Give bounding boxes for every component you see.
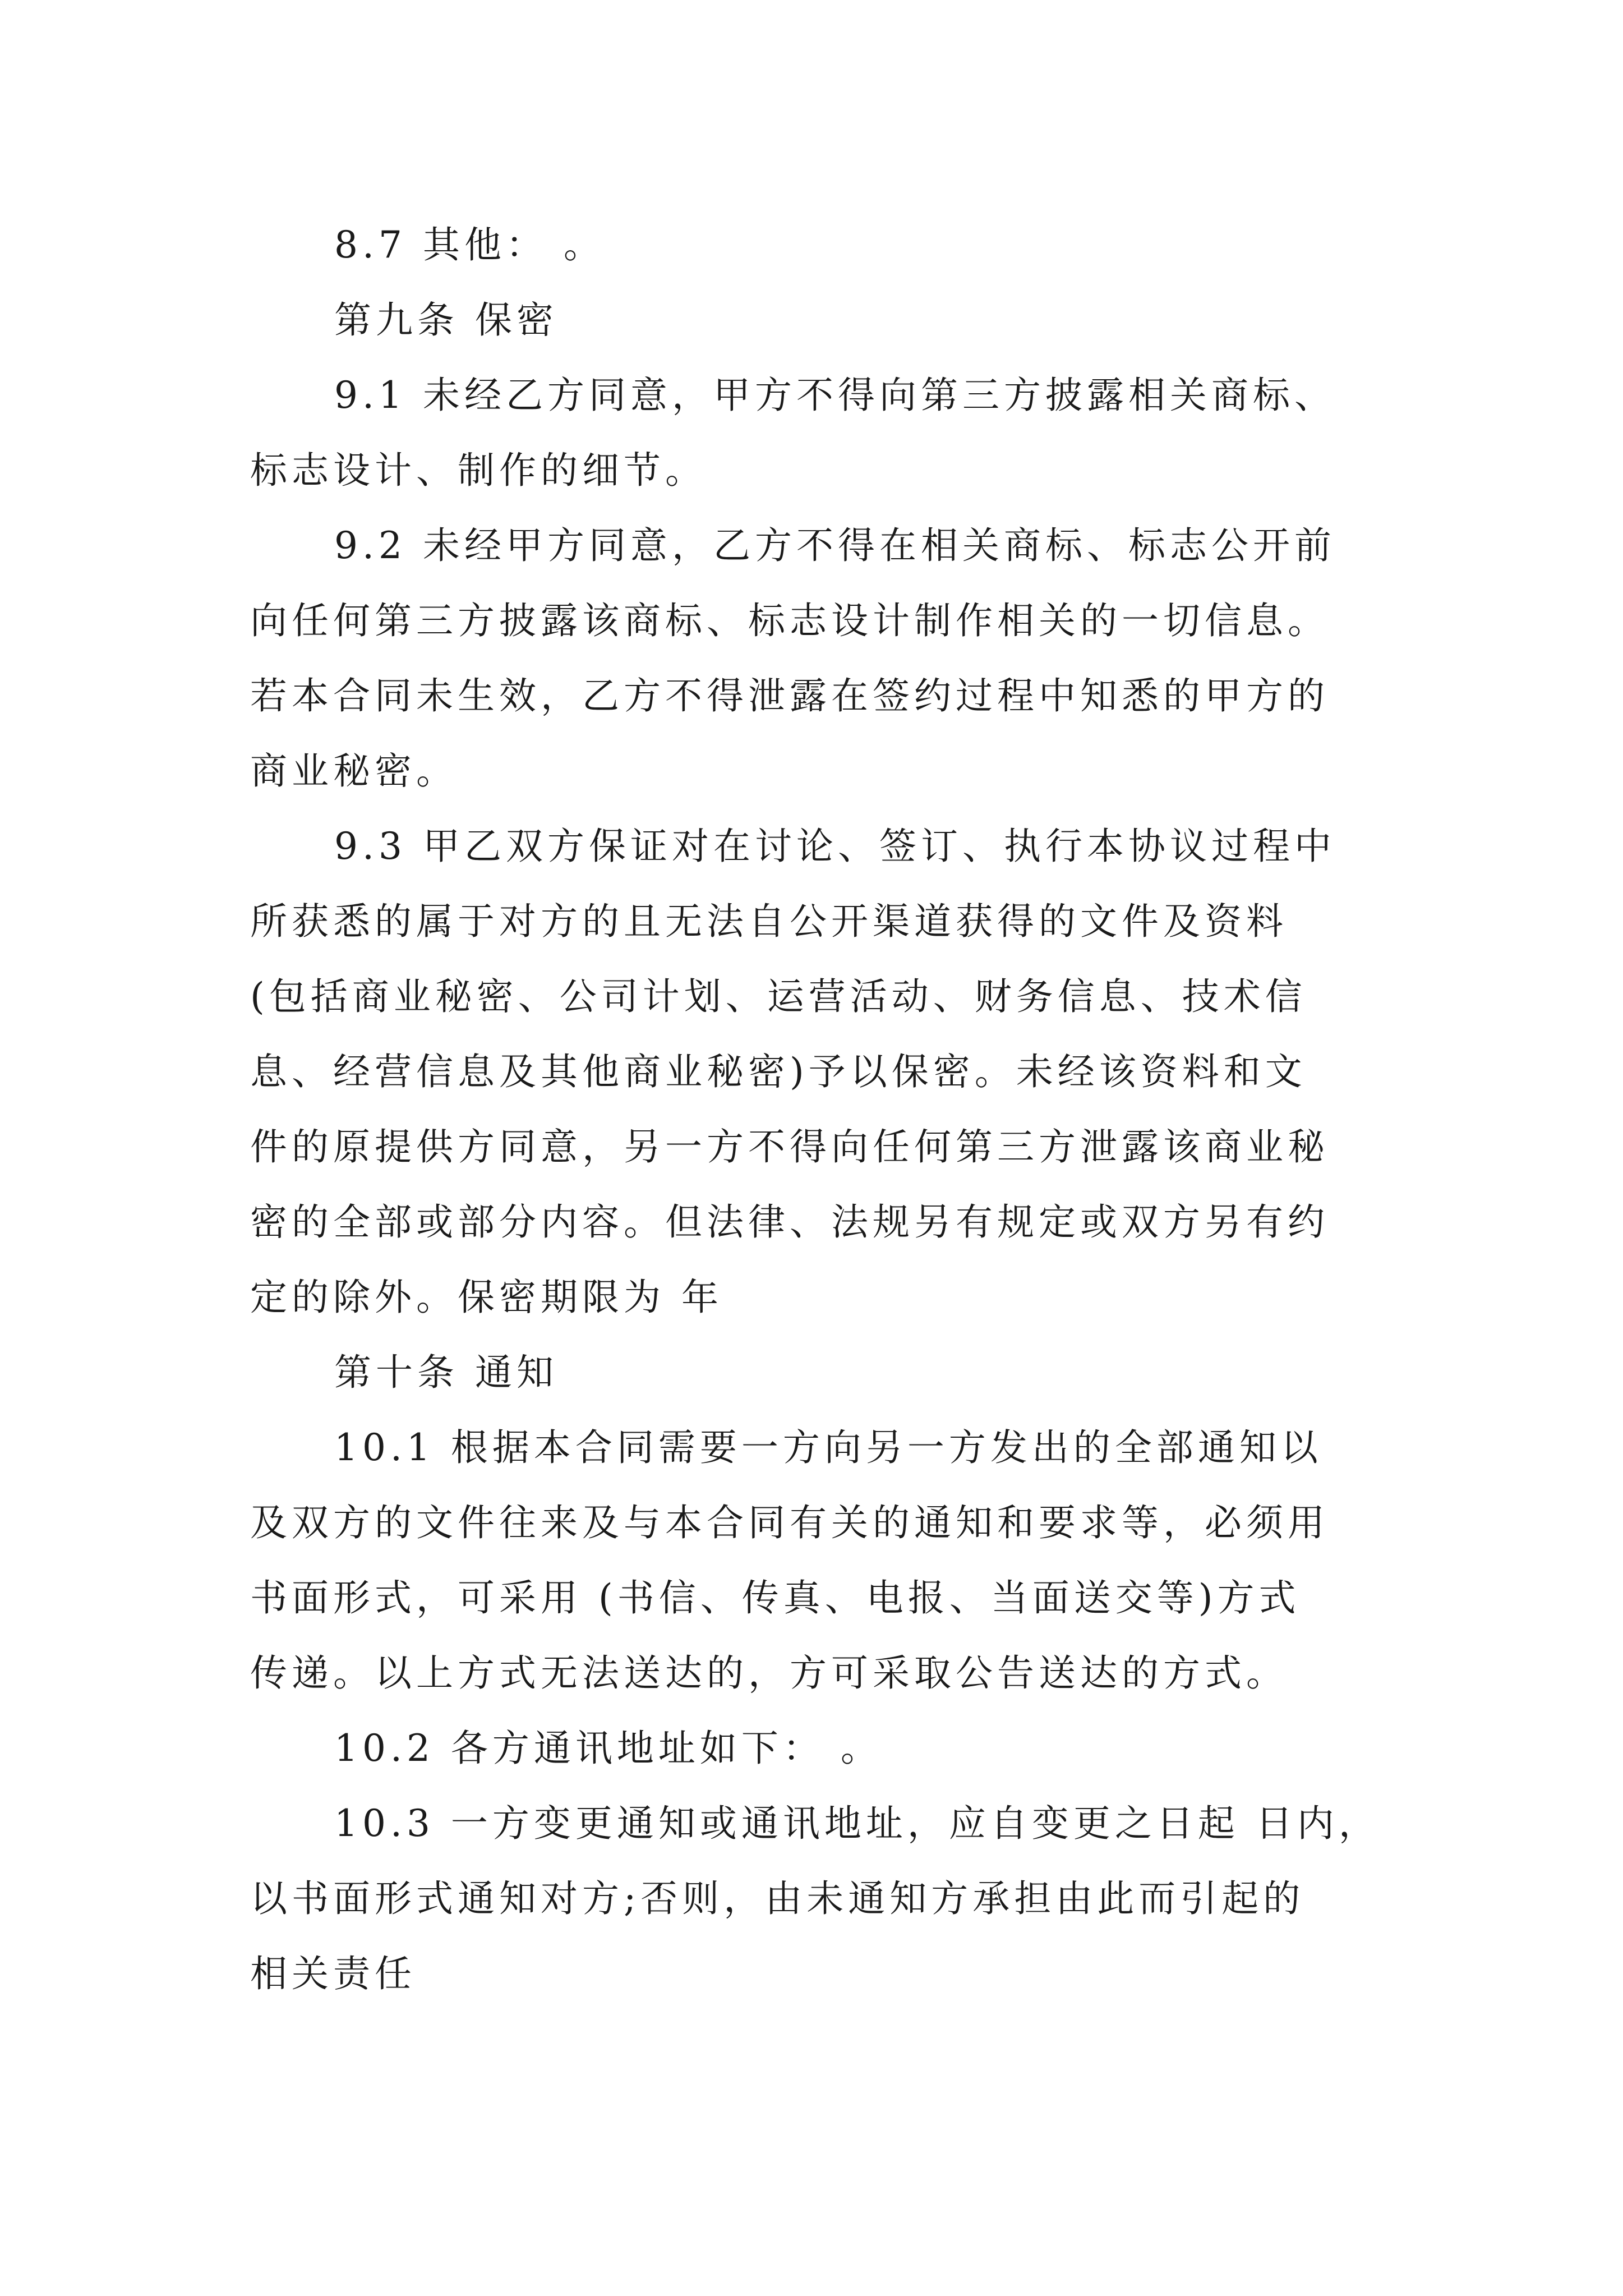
text-line: 10.1 根据本合同需要一方向另一方发出的全部通知以	[334, 1426, 1322, 1469]
text-line: 所获悉的属于对方的且无法自公开渠道获得的文件及资料	[250, 900, 1288, 943]
text-line: 9.3 甲乙双方保证对在讨论、签订、执行本协议过程中	[334, 825, 1336, 868]
text-line: 标志设计、制作的细节。	[250, 449, 707, 492]
text-line: 相关责任	[250, 1952, 416, 1995]
text-line: 商业秘密。	[250, 749, 458, 793]
text-line: 息、经营信息及其他商业秘密)予以保密。未经该资料和文	[250, 1050, 1307, 1093]
text-line: 向任何第三方披露该商标、标志设计制作相关的一切信息。	[250, 599, 1329, 642]
section-heading: 第九条 保密	[334, 298, 558, 342]
text-line: 及双方的文件往来及与本合同有关的通知和要求等，必须用	[250, 1501, 1329, 1544]
text-line: 密的全部或部分内容。但法律、法规另有规定或双方另有约	[250, 1200, 1329, 1244]
text-line: 传递。以上方式无法送达的，方可采取公告送达的方式。	[250, 1651, 1288, 1695]
text-line: 书面形式，可采用 (书信、传真、电报、当面送交等)方式	[250, 1576, 1301, 1619]
section-heading: 第十条 通知	[334, 1351, 558, 1394]
text-line: 9.1 未经乙方同意，甲方不得向第三方披露相关商标、	[334, 374, 1336, 417]
text-line: (包括商业秘密、公司计划、运营活动、财务信息、技术信	[250, 975, 1307, 1018]
text-line: 若本合同未生效，乙方不得泄露在签约过程中知悉的甲方的	[250, 674, 1329, 717]
document-body	[250, 208, 1383, 2012]
text-line: 10.2 各方通讯地址如下： 。	[334, 1727, 882, 1770]
text-line: 定的除外。保密期限为 年	[250, 1276, 723, 1319]
text-line: 件的原提供方同意，另一方不得向任何第三方泄露该商业秘	[250, 1125, 1329, 1168]
text-line: 10.3 一方变更通知或通讯地址，应自变更之日起 日内，	[334, 1802, 1380, 1845]
text-line: 9.2 未经甲方同意，乙方不得在相关商标、标志公开前	[334, 524, 1336, 567]
text-line: 8.7 其他： 。	[334, 223, 605, 266]
text-line: 以书面形式通知对方;否则，由未通知方承担由此而引起的	[250, 1877, 1305, 1920]
